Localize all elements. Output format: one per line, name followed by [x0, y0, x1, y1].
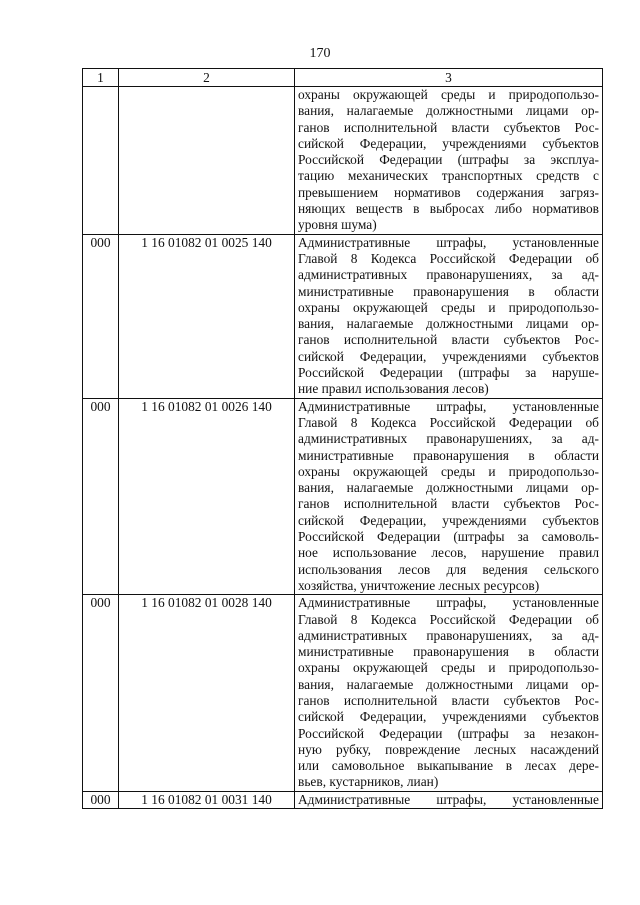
description-line: охраны окружающей среды и природопользо- [298, 660, 599, 676]
description-line: административных правонарушениях, за ад- [298, 627, 599, 643]
admin-code-cell: 000 [83, 791, 119, 808]
revenue-description-cell [295, 234, 603, 398]
budget-classification-code-cell: 1 16 01082 01 0031 140 [119, 791, 295, 808]
description-line: няющих веществ в выбросах либо нормативов [298, 201, 599, 217]
description-line: ную рубку, повреждение лесных насаждений [298, 741, 599, 757]
table-header-row [83, 69, 603, 87]
table-body [83, 69, 603, 809]
header-cell-1: 1 [83, 69, 119, 87]
admin-code-cell [83, 87, 119, 235]
revenue-description-cell [295, 791, 603, 808]
table-row [83, 234, 603, 398]
description-line: тацию механических транспортных средств с [298, 168, 599, 184]
description-line: сийской Федерации, учреждениями субъектов [298, 348, 599, 364]
admin-code-cell: 000 [83, 595, 119, 792]
description-line: охраны окружающей среды и природопользо- [298, 87, 599, 102]
description-line: вьев, кустарников, лиан) [298, 774, 439, 790]
description-line: охраны окружающей среды и природопользо- [298, 299, 599, 315]
description-line: вания, налагаемые должностными лицами ор- [298, 316, 599, 332]
description-line: вания, налагаемые должностными лицами ор- [298, 103, 599, 119]
description-line: ное использование лесов, нарушение правил [298, 545, 599, 561]
description-line: административных правонарушениях, за ад- [298, 431, 599, 447]
budget-classification-code-cell [119, 87, 295, 235]
description-line: превышением нормативов содержания загряз- [298, 184, 599, 200]
description-line: сийской Федерации, учреждениями субъектов [298, 135, 599, 151]
header-cell-2: 2 [119, 69, 295, 87]
table-row [83, 595, 603, 792]
table-row [83, 791, 603, 808]
description-line: вания, налагаемые должностными лицами ор- [298, 676, 599, 692]
description-line: ганов исполнительной власти субъектов Рос- [298, 332, 599, 348]
description-line: использования лесов для ведения сельского [298, 561, 599, 577]
description-line: Российской Федерации (штрафы за незакон- [298, 725, 599, 741]
revenue-description-cell [295, 595, 603, 792]
description-line: Главой 8 Кодекса Российской Федерации об [298, 611, 599, 627]
description-line: Главой 8 Кодекса Российской Федерации об [298, 250, 599, 266]
description-line: Административные штрафы, установленные [298, 234, 599, 250]
description-line: ние правил использования лесов) [298, 381, 489, 397]
header-cell-3: 3 [295, 69, 603, 87]
description-line: Главой 8 Кодекса Российской Федерации об [298, 414, 599, 430]
description-line: сийской Федерации, учреждениями субъектов [298, 709, 599, 725]
description-line: хозяйства, уничтожение лесных ресурсов) [298, 577, 540, 593]
description-line: административных правонарушениях, за ад- [298, 267, 599, 283]
description-line: ганов исполнительной власти субъектов Рос- [298, 119, 599, 135]
budget-classification-code-cell: 1 16 01082 01 0028 140 [119, 595, 295, 792]
revenue-description-cell [295, 398, 603, 595]
table-row [83, 87, 603, 235]
description-line: Административные штрафы, установленные [298, 398, 599, 414]
budget-classification-code-cell: 1 16 01082 01 0025 140 [119, 234, 295, 398]
description-line: ганов исполнительной власти субъектов Рос- [298, 496, 599, 512]
description-line: Административные штрафы, установленные [298, 595, 599, 611]
description-line: Российской Федерации (штрафы за наруше- [298, 365, 599, 381]
budget-codes-table [82, 68, 603, 809]
revenue-description-cell [295, 87, 603, 235]
description-line: Российской Федерации (штрафы за самоволь- [298, 529, 599, 545]
budget-classification-code-cell: 1 16 01082 01 0026 140 [119, 398, 295, 595]
description-line: Административные штрафы, установленные [298, 791, 599, 807]
page-number: 170 [309, 46, 331, 61]
description-line: Российской Федерации (штрафы за эксплуа- [298, 152, 599, 168]
description-line: ганов исполнительной власти субъектов Рос- [298, 692, 599, 708]
admin-code-cell: 000 [83, 398, 119, 595]
description-line: вания, налагаемые должностными лицами ор- [298, 480, 599, 496]
description-line: министративные правонарушения в области [298, 447, 599, 463]
description-line: министративные правонарушения в области [298, 644, 599, 660]
description-line: уровня шума) [298, 217, 377, 233]
description-line: министративные правонарушения в области [298, 283, 599, 299]
table-row [83, 398, 603, 595]
description-line: сийской Федерации, учреждениями субъектов [298, 512, 599, 528]
admin-code-cell: 000 [83, 234, 119, 398]
description-line: или самовольное выкапывание в лесах дере- [298, 758, 599, 774]
description-line: охраны окружающей среды и природопользо- [298, 463, 599, 479]
